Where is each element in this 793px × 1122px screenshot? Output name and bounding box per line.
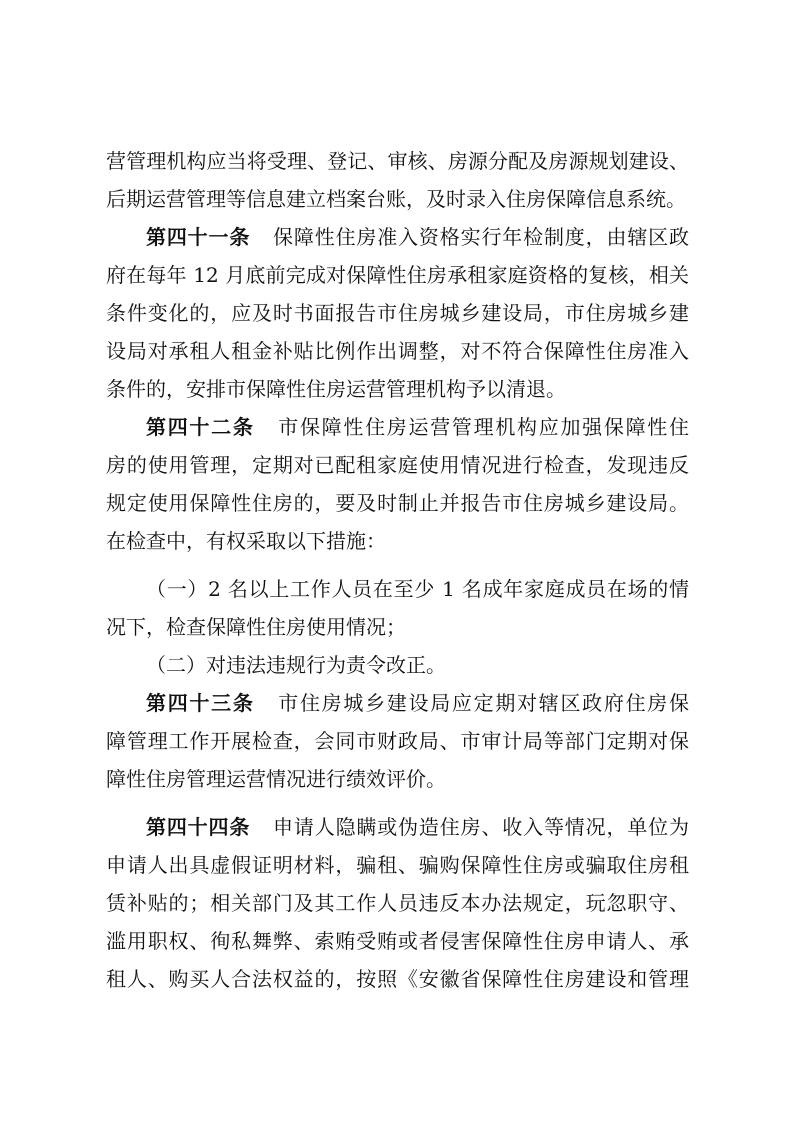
line-text: 府在每年 12 月底前完成对保障性住房承租家庭资格的复核，相关 bbox=[106, 263, 689, 287]
line-text: 房的使用管理，定期对已配租家庭使用情况进行检查，发现违反 bbox=[106, 453, 689, 477]
text-line bbox=[106, 526, 689, 556]
line-text: 保障性住房准入资格实行年检制度，由辖区政 bbox=[272, 225, 689, 249]
text-line bbox=[106, 298, 689, 328]
line-text: 障管理工作开展检查，会同市财政局、市审计局等部门定期对保 bbox=[106, 729, 689, 753]
line-text: 赁补贴的；相关部门及其工作人员违反本办法规定，玩忽职守、 bbox=[106, 891, 689, 915]
text-line bbox=[106, 726, 689, 756]
article-41-heading: 第四十一条 bbox=[146, 225, 251, 249]
text-line bbox=[106, 926, 689, 956]
article-43-heading: 第四十三条 bbox=[146, 691, 255, 715]
line-text: 况下，检查保障性住房使用情况； bbox=[106, 615, 406, 639]
line-text: 申请人隐瞒或伪造住房、收入等情况，单位为 bbox=[272, 815, 689, 839]
article-42-first-line bbox=[146, 412, 689, 442]
line-text: （二）对违法违规行为责令改正。 bbox=[146, 653, 446, 677]
text-line bbox=[106, 764, 689, 794]
line-text: 滥用职权、徇私舞弊、索贿受贿或者侵害保障性住房申请人、承 bbox=[106, 929, 689, 953]
line-text: 条件变化的，应及时书面报告市住房城乡建设局，市住房城乡建 bbox=[106, 301, 689, 325]
text-line bbox=[106, 850, 689, 880]
text-line bbox=[106, 488, 689, 518]
line-text: 租人、购买人合法权益的，按照《安徽省保障性住房建设和管理 bbox=[106, 967, 689, 991]
text-line bbox=[106, 146, 689, 176]
text-line bbox=[106, 612, 689, 642]
list-item-2-line bbox=[146, 650, 689, 680]
line-text: 市住房城乡建设局应定期对辖区政府住房保 bbox=[276, 691, 689, 715]
text-line bbox=[106, 374, 689, 404]
line-text: 条件的，安排市保障性住房运营管理机构予以清退。 bbox=[106, 377, 566, 401]
line-text: 障性住房管理运营情况进行绩效评价。 bbox=[106, 767, 446, 791]
line-text: 后期运营管理等信息建立档案台账，及时录入住房保障信息系统。 bbox=[106, 187, 686, 211]
line-text: 规定使用保障性住房的，要及时制止并报告市住房城乡建设局。 bbox=[106, 491, 689, 515]
line-text: 市保障性住房运营管理机构应加强保障性住 bbox=[276, 415, 689, 439]
article-41-first-line bbox=[146, 222, 689, 252]
text-line bbox=[106, 260, 689, 290]
line-text: 营管理机构应当将受理、登记、审核、房源分配及房源规划建设、 bbox=[106, 149, 689, 173]
text-line bbox=[106, 184, 689, 214]
line-text: 在检查中，有权采取以下措施： bbox=[106, 529, 386, 553]
line-text: 设局对承租人租金补贴比例作出调整，对不符合保障性住房准入 bbox=[106, 339, 689, 363]
article-44-first-line bbox=[146, 812, 689, 842]
text-line bbox=[106, 888, 689, 918]
line-text: 申请人出具虚假证明材料，骗租、骗购保障性住房或骗取住房租 bbox=[106, 853, 689, 877]
line-text: （一）2 名以上工作人员在至少 1 名成年家庭成员在场的情 bbox=[146, 577, 689, 601]
list-item-1-line bbox=[146, 574, 689, 604]
article-42-heading: 第四十二条 bbox=[146, 415, 255, 439]
text-line bbox=[106, 964, 689, 994]
article-44-heading: 第四十四条 bbox=[146, 815, 251, 839]
text-line bbox=[106, 336, 689, 366]
text-line bbox=[106, 450, 689, 480]
article-43-first-line bbox=[146, 688, 689, 718]
